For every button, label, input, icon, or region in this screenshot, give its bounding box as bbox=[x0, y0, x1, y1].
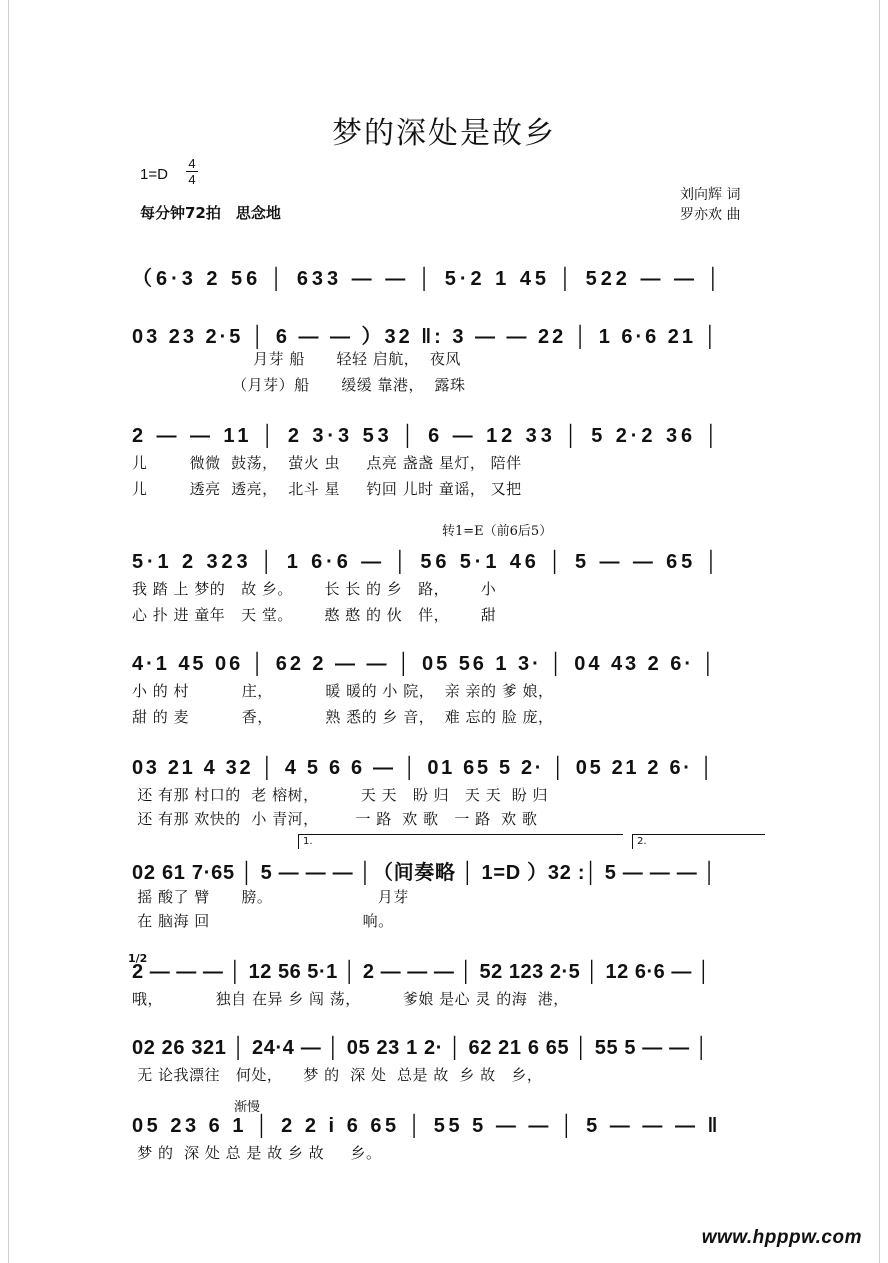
score-row-text: 2 ― ― ― │ 12 56 5·1 │ 2 ― ― ― │ 52 123 2·5 │ 12 6·6 ― │ bbox=[132, 960, 711, 983]
score-row-2 bbox=[132, 322, 766, 346]
score-row-text: 5·1 2 323 │ 1 6·6 ― │ 56 5·1 46 │ 5 ― ― 65 │ bbox=[132, 550, 722, 573]
score-row-text: 05 23 6 1 │ 2 2 i 6 65 │ 55 5 ― ― │ 5 ― ― ― ‖ bbox=[132, 1114, 721, 1137]
score-row-9 bbox=[132, 1036, 766, 1060]
score-row-5 bbox=[132, 652, 766, 676]
score-row-text: 02 61 7·65 │ 5 ― ― ― │（间奏略 │ 1=D ）32 :│ 5 ― ― ― │ bbox=[132, 861, 717, 884]
meter-bottom: 4 bbox=[186, 171, 198, 187]
score-row-4 bbox=[132, 550, 766, 574]
section-mark: 1/2 bbox=[128, 952, 148, 965]
score-row-text: （6·3 2 56 │ 633 ― ― │ 5·2 1 45 │ 522 ― ― │ bbox=[132, 267, 724, 290]
score-row-6 bbox=[132, 756, 766, 780]
score-row-text: 03 23 2·5 │ 6 ― ― ）32 ‖: 3 ― ― 22 │ 1 6·6 21 │ bbox=[132, 325, 720, 348]
lyric-row-6-verse-1: 还 有那 村口的 老 榕树， 天 天 盼 归 天 天 盼 归 bbox=[132, 786, 548, 804]
score-row-10 bbox=[132, 1114, 766, 1138]
first-ending-bracket bbox=[298, 834, 623, 849]
lyricist-credit: 刘向辉 词 bbox=[680, 187, 741, 203]
lyric-row-7-verse-1: 摇 酸了 臂 膀。 月芽 bbox=[132, 888, 409, 906]
lyric-row-3-verse-1: 儿 微微 鼓荡， 萤火 虫 点亮 盏盏 星灯， 陪伴 bbox=[132, 454, 522, 472]
ritardando-marking: 渐慢 bbox=[234, 1100, 261, 1115]
score-row-text: 03 21 4 32 │ 4 5 6 6 ― │ 01 65 5 2· │ 05 21 2 6· │ bbox=[132, 756, 716, 779]
score-row-1 bbox=[132, 264, 766, 288]
second-ending-label: 2. bbox=[637, 836, 647, 847]
score-row-text: 02 26 321 │ 24·4 ― │ 05 23 1 2· │ 62 21 6 65 │ 55 5 ― ― │ bbox=[132, 1036, 709, 1059]
lyric-row-8: 哦， 独自 在异 乡 闯 荡， 爹娘 是心 灵 的海 港， bbox=[132, 990, 569, 1008]
score-row-8 bbox=[132, 960, 766, 984]
second-ending-bracket bbox=[632, 834, 765, 849]
meter-top: 4 bbox=[188, 156, 196, 171]
first-ending-label: 1. bbox=[303, 836, 313, 847]
lyric-row-5-verse-1: 小 的 村 庄， 暖 暖的 小 院， 亲 亲的 爹 娘， bbox=[132, 682, 554, 700]
score-row-3 bbox=[132, 424, 766, 448]
lyric-row-4-verse-1: 我 踏 上 梦的 故 乡。 长 长 的 乡 路， 小 bbox=[132, 580, 497, 598]
score-row-text: 2 ― ― 11 │ 2 3·3 53 │ 6 ― 12 33 │ 5 2·2 36 │ bbox=[132, 424, 722, 447]
lyric-row-4-verse-2: 心 扑 进 童年 天 堂。 憨 憨 的 伙 伴， 甜 bbox=[132, 606, 497, 624]
lyric-row-10: 梦 的 深 处 总 是 故 乡 故 乡。 bbox=[132, 1144, 382, 1162]
lyric-row-6-verse-2: 还 有那 欢快的 小 青河， 一 路 欢 歌 一 路 欢 歌 bbox=[132, 810, 538, 828]
lyric-row-9: 无 论我漂往 何处， 梦 的 深 处 总是 故 乡 故 乡， bbox=[132, 1066, 543, 1084]
site-watermark: www.hpppw.com bbox=[701, 1227, 862, 1248]
modulation-annotation: 转1=E（前6后5） bbox=[442, 524, 553, 539]
lyric-row-2-verse-1: 月芽 船 轻轻 启航， 夜风 bbox=[132, 350, 461, 368]
score-row-7 bbox=[132, 858, 766, 882]
composer-credit: 罗亦欢 曲 bbox=[680, 207, 741, 223]
lyric-row-2-verse-2: （月芽）船 缓缓 靠港， 露珠 bbox=[132, 376, 466, 394]
lyric-row-7-verse-2: 在 脑海 回 响。 bbox=[132, 912, 394, 930]
lyric-row-5-verse-2: 甜 的 麦 香， 熟 悉的 乡 音， 难 忘的 脸 庞， bbox=[132, 708, 554, 726]
song-title: 梦的深处是故乡 bbox=[332, 116, 556, 151]
score-row-text: 4·1 45 06 │ 62 2 ― ― │ 05 56 1 3· │ 04 43 2 6· │ bbox=[132, 652, 718, 675]
time-signature bbox=[186, 156, 198, 187]
lyric-row-3-verse-2: 儿 透亮 透亮， 北斗 星 钓回 儿时 童谣， 又把 bbox=[132, 480, 522, 498]
tempo-marking: 每分钟72拍 思念地 bbox=[140, 204, 281, 222]
key-signature: 1=D bbox=[140, 166, 168, 183]
